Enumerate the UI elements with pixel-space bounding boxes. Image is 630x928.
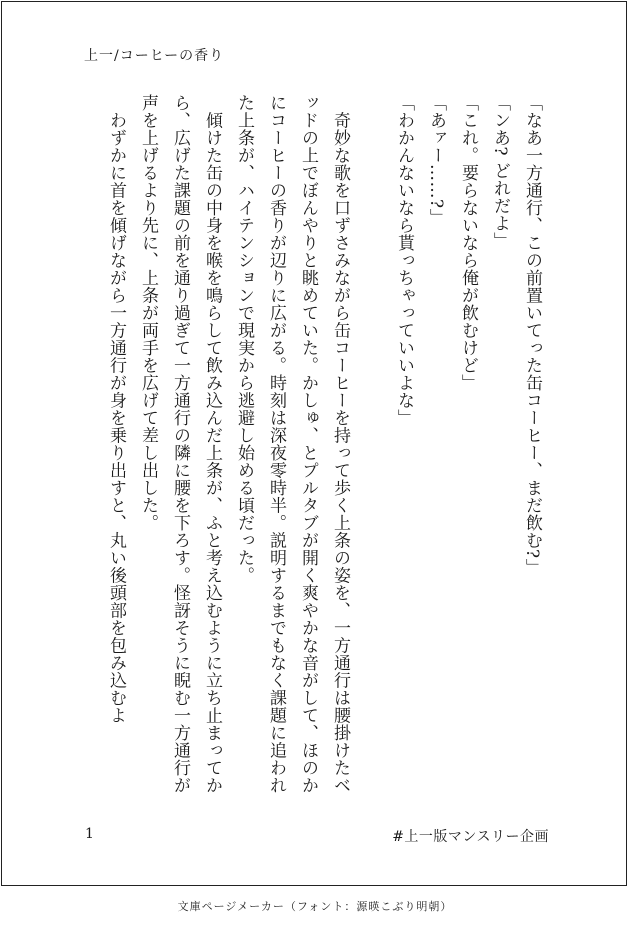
paragraph: わずかに首を傾げながら一方通行が身を乗り出すと、丸い後頭部を包み込むよ <box>106 94 126 724</box>
page-tagline: #上一版マンスリー企画 <box>392 829 549 845</box>
paragraph: 「あァー……?」 <box>426 94 446 227</box>
page-header: 上一/コーヒーの香り <box>84 48 225 64</box>
page-number: 1 <box>85 826 94 842</box>
paragraph: 「なあ一方通行、この前置いてった缶コーヒー、まだ飲む?」 <box>522 94 542 577</box>
generator-credit: 文庫ページメーカー（フォント：源暎こぶり明朝） <box>177 900 453 913</box>
paragraph: 「ンあ? どれだよ」 <box>490 94 510 250</box>
book-page <box>1 1 627 886</box>
vertical-body-text <box>100 94 548 809</box>
paragraph: 奇妙な歌を口ずさみながら缶コーヒーを持って歩く上条の姿を、一方通行は腰掛けたベッドの上でぼんやりと眺めていた。かしゅ、とプルタブが開く爽やかな音がして、ほのかにコーヒーの香りが辺りに広がる。時刻は深夜零時半。説明するまでもなく課題に追われた上条が、ハイテンションで現実から逃避し始める頃だった。 <box>234 94 350 794</box>
paragraph: 「これ。要らないなら俺が飲むけど」 <box>458 94 478 392</box>
paragraph: 「わかんないなら貰っちゃっていいよな」 <box>394 94 414 427</box>
paragraph: 傾けた缶の中身を喉を鳴らして飲み込んだ上条が、ふと考え込むように立ち止まってから、広げた課題の前を通り過ぎて一方通行の隣に腰を下ろす。怪訝そうに睨む一方通行が声を上げるより先に、上条が両手を広げて差し出した。 <box>138 94 222 794</box>
